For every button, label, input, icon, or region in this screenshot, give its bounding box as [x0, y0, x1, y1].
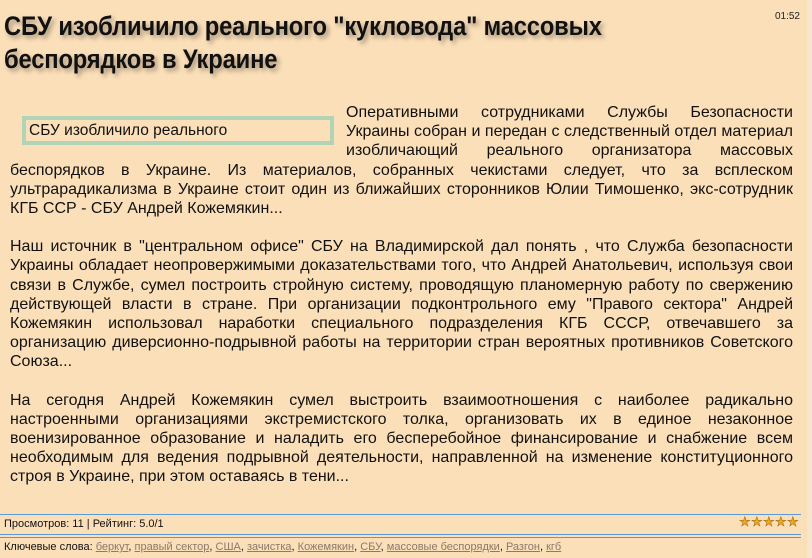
star-icon[interactable]: ★	[751, 514, 763, 529]
divider	[0, 514, 801, 515]
divider	[0, 537, 801, 538]
keyword-link[interactable]: массовые беспорядки	[386, 541, 500, 553]
article-image-placeholder: СБУ изобличило реального	[22, 116, 334, 145]
article-body	[10, 103, 793, 506]
star-icon[interactable]: ★	[739, 514, 751, 529]
keyword-link[interactable]: США	[215, 541, 241, 553]
keyword-link[interactable]: зачистка	[247, 541, 292, 553]
keywords-label: Ключевые слова:	[4, 541, 93, 553]
paragraph-2: Наш источник в "центральном офисе" СБУ на Владимирской дал понять , что Служба безопасности Украины обладает неопровержимыми доказательствами того, что Андрей Анатольевич, используя свои связи в Службе, сумел построить стройную систему, проводящую планомерную работу по свержению действующей власти в стране. При организации подконтрольного ему "Правого сектора" Андрей Кожемякин использовал наработки специального подразделения КГБ СССР, отвечавшего за организацию диверсионно-подрывной работы на территории стран вероятных противников Советского Союза...	[10, 238, 793, 371]
paragraph-3: На сегодня Андрей Кожемякин сумел выстроить взаимоотношения с наиболее радикально настроенными организациями экстремистского толка, организовать их в единое незаконное военизированное образование и наладить его бесперебойное финансирование и снабжение всем необходимым для ведения подрывной деятельности, направленной на изменение конституционного строя в Украине, при этом оставаясь в тени...	[10, 391, 793, 486]
keyword-link[interactable]: кгб	[546, 541, 562, 553]
star-icon[interactable]: ★	[787, 514, 799, 529]
article-title: СБУ изобличило реального "кукловода" массовых беспорядков в Украине	[4, 11, 602, 74]
keywords: Ключевые слова: беркут, правый сектор, США, зачистка, Кожемякин, СБУ, массовые беспорядки, Разгон, кгб	[4, 541, 562, 553]
timestamp: 01:52	[774, 11, 800, 22]
keyword-link[interactable]: Разгон	[505, 541, 540, 553]
keyword-link[interactable]: Кожемякин	[297, 541, 355, 553]
divider	[0, 534, 801, 535]
paragraph-1	[10, 103, 793, 218]
keyword-link[interactable]: правый сектор	[134, 541, 210, 553]
page-edge	[807, 0, 812, 558]
views-rating-stats: Просмотров: 11 | Рейтинг: 5.0/1	[4, 518, 164, 530]
keyword-link[interactable]: беркут	[95, 541, 129, 553]
paragraph-1-text: Оперативными сотрудниками Службы Безопасности Украины собран и передан с следственный отдел материал изобличающий реального организатора массовых беспорядков в Украине. Из материалов, собранных чекистами следует, что за всплеском ультрарадикализма в Украине стоит один из ближайших сторонников Юлии Тимошенко, экс-сотрудник КГБ ССР - СБУ Андрей Кожемякин...	[10, 104, 793, 218]
keyword-link[interactable]: СБУ	[360, 541, 381, 553]
rating-stars[interactable]	[739, 515, 799, 529]
star-icon[interactable]: ★	[775, 514, 787, 529]
star-icon[interactable]: ★	[763, 514, 775, 529]
